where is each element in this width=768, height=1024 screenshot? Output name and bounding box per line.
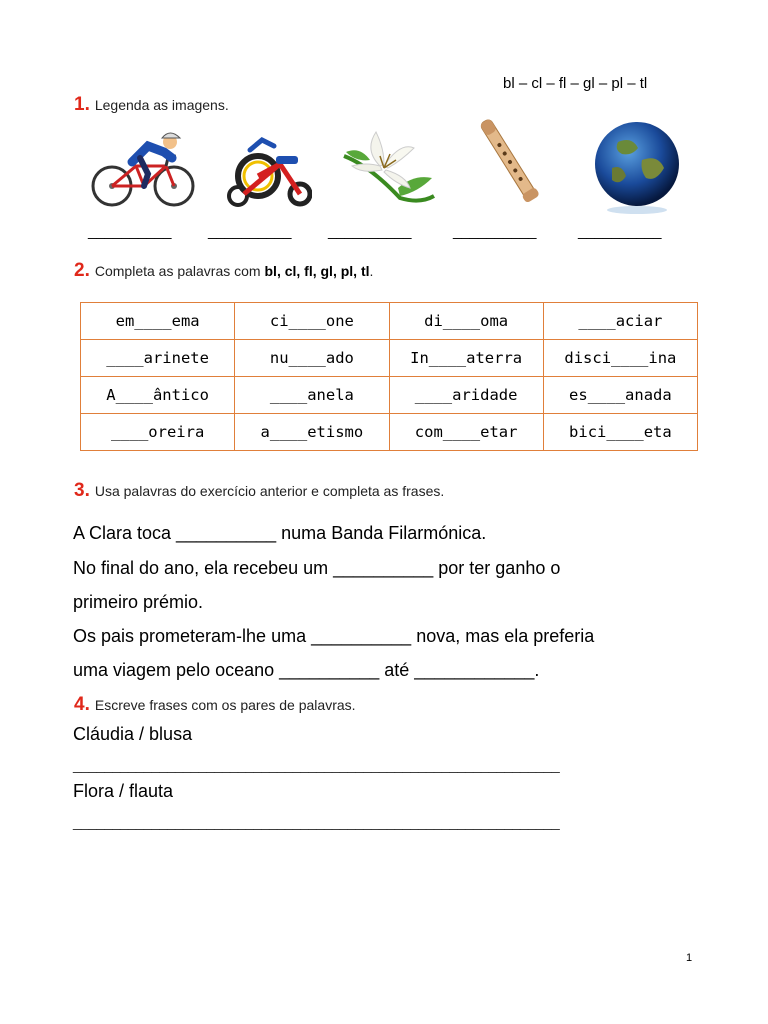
- tricycle-image: [222, 136, 312, 211]
- caption-blank-3[interactable]: __________: [328, 223, 412, 240]
- letter-groups-header: bl – cl – fl – gl – pl – tl: [503, 75, 648, 92]
- globe-image: [592, 120, 682, 216]
- exercise-4-instruction: Escreve frases com os pares de palavras.: [94, 697, 356, 713]
- exercise-3-title: [74, 480, 444, 502]
- sentence-line-1[interactable]: A Clara toca __________ numa Banda Filarmónica.: [73, 523, 487, 543]
- exercise-2-instruction-suffix: .: [369, 263, 374, 279]
- answer-line-1[interactable]: ______________________________________________________________: [73, 757, 560, 774]
- exercise-1-number: 1.: [74, 94, 90, 115]
- sentence-line-4[interactable]: Os pais prometeram-lhe uma __________ nova, mas ela preferia: [73, 626, 595, 646]
- word-pair-1: Cláudia / blusa: [73, 724, 193, 744]
- table-row: [81, 340, 698, 377]
- word-cell[interactable]: com____etar: [389, 414, 543, 451]
- word-pair-2: Flora / flauta: [73, 781, 174, 801]
- caption-blank-4[interactable]: __________: [453, 223, 537, 240]
- word-cell[interactable]: bici____eta: [543, 414, 697, 451]
- exercise-1-title: [74, 94, 229, 116]
- word-cell[interactable]: ____aridade: [389, 377, 543, 414]
- word-cell[interactable]: ci____one: [235, 303, 389, 340]
- caption-blank-1[interactable]: __________: [88, 223, 172, 240]
- word-cell[interactable]: ____anela: [235, 377, 389, 414]
- word-cell[interactable]: A____ântico: [81, 377, 235, 414]
- exercise-2-title: [74, 260, 373, 282]
- caption-blank-5[interactable]: __________: [578, 223, 662, 240]
- word-cell[interactable]: ____arinete: [81, 340, 235, 377]
- word-cell[interactable]: di____oma: [389, 303, 543, 340]
- exercise-2-number: 2.: [74, 260, 90, 281]
- word-cell[interactable]: In____aterra: [389, 340, 543, 377]
- word-cell[interactable]: es____anada: [543, 377, 697, 414]
- sentence-line-3: primeiro prémio.: [73, 592, 204, 612]
- sentence-line-5[interactable]: uma viagem pelo oceano __________ até ____________.: [73, 660, 540, 680]
- word-cell[interactable]: a____etismo: [235, 414, 389, 451]
- answer-line-2[interactable]: ______________________________________________________________: [73, 814, 560, 831]
- sentence-line-2[interactable]: No final do ano, ela recebeu um __________ por ter ganho o: [73, 558, 561, 578]
- exercise-4-title: [74, 694, 356, 716]
- recorder-flute-image: [470, 112, 550, 212]
- exercise-3-number: 3.: [74, 480, 90, 501]
- word-cell[interactable]: ____aciar: [543, 303, 697, 340]
- word-cell[interactable]: ____oreira: [81, 414, 235, 451]
- exercise-3-instruction: Usa palavras do exercício anterior e completa as frases.: [94, 483, 445, 499]
- word-cell[interactable]: nu____ado: [235, 340, 389, 377]
- table-row: [81, 377, 698, 414]
- page-number: 1: [686, 952, 693, 964]
- exercise-2-instruction-prefix: Completa as palavras com: [94, 263, 265, 279]
- exercise-1-instruction: Legenda as imagens.: [94, 97, 229, 113]
- word-completion-table: [80, 302, 698, 451]
- word-cell[interactable]: em____ema: [81, 303, 235, 340]
- lily-flower-image: [340, 126, 435, 206]
- caption-blank-2[interactable]: __________: [208, 223, 292, 240]
- exercise-4-number: 4.: [74, 694, 90, 715]
- image-row: [82, 118, 692, 218]
- exercise-2-instruction-letters: bl, cl, fl, gl, pl, tl: [264, 263, 370, 279]
- bicycle-cyclist-image: [88, 128, 198, 210]
- word-cell[interactable]: disci____ina: [543, 340, 697, 377]
- table-row: [81, 414, 698, 451]
- table-row: [81, 303, 698, 340]
